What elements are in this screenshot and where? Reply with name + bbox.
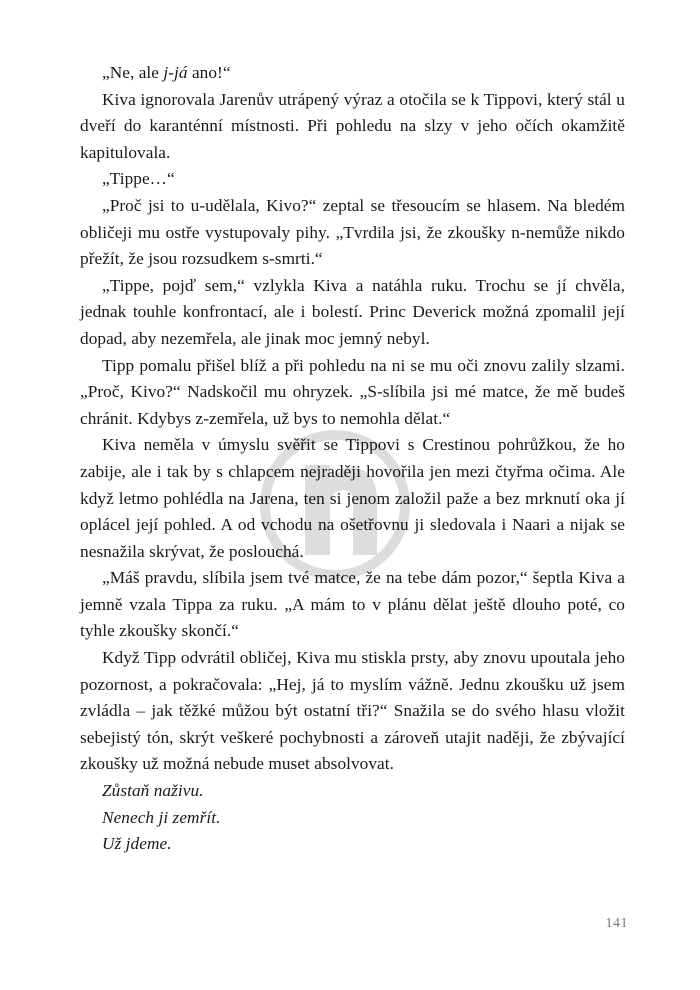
paragraph-text-italic: j-já xyxy=(163,63,188,82)
page-body xyxy=(80,60,625,858)
paragraph xyxy=(80,645,625,778)
paragraph-text: Když Tipp odvrátil obličej, Kiva mu stiskla prsty, aby znovu upoutala jeho pozornost, a pokračovala: „Hej, já to myslím vážně. Jednu zkoušku už jsem zvládla – jak těžké můžou být ostatní tři?“ Snažila se do svého hlasu vložit sebejistý tón, skrýt veškeré pochybnosti a zároveň utajit naději, že zbývající zkoušky už možná nebude muset absolvovat. xyxy=(80,648,625,774)
italic-line xyxy=(80,805,625,832)
paragraph-text: „Máš pravdu, slíbila jsem tvé matce, že na tebe dám pozor,“ šeptla Kiva a jemně vzala Tippa za ruku. „A mám to v plánu dělat ještě dlouho poté, co tyhle zkoušky skončí.“ xyxy=(80,568,625,641)
paragraph-text-italic: Už jdeme. xyxy=(102,834,172,854)
paragraph xyxy=(80,353,625,433)
paragraph xyxy=(80,193,625,273)
paragraph xyxy=(80,60,625,87)
paragraph-text: ano!“ xyxy=(187,63,231,82)
paragraph-text: Tipp pomalu přišel blíž a při pohledu na ni se mu oči znovu zalily slzami. „Proč, Kivo?“ Nadskočil mu ohryzek. „S-slíbila jsi mé matce, že mě budeš chránit. Kdybys z-zemřela, už bys to nemohla dělat.“ xyxy=(80,355,625,428)
italic-line xyxy=(80,778,625,805)
paragraph-text-italic: Zůstaň naživu. xyxy=(102,781,204,801)
paragraph-text: „Proč jsi to u-udělala, Kivo?“ zeptal se třesoucím se hlasem. Na bledém obličeji mu ostře vystupovaly pihy. „Tvrdila jsi, že zkoušky n-nemůže nikdo přežít, že jsou rozsudkem s-smrti.“ xyxy=(80,195,625,269)
paragraph-text: Kiva ignorovala Jarenův utrápený výraz a otočila se k Tippovi, který stál u dveří do karanténní místnosti. Při pohledu na slzy v jeho očích okamžitě kapitulovala. xyxy=(80,89,625,162)
paragraph-text: Kiva neměla v úmyslu svěřit se Tippovi s Crestinou pohrůžkou, že ho zabije, ale i tak by s chlapcem nejraději hovořila jen mezi čtyřma očima. Ale když letmo pohlédla na Jarena, ten si jenom založil paže a bez mrknutí oka jí oplácel její pohled. A od vchodu na ošetřovnu ji sledovala i Naari a nijak se nesnažila skrývat, že poslouchá. xyxy=(80,435,625,561)
paragraph xyxy=(80,166,625,193)
paragraph xyxy=(80,565,625,645)
paragraph xyxy=(80,87,625,167)
paragraph xyxy=(80,273,625,353)
page-number: 141 xyxy=(605,916,628,931)
paragraph xyxy=(80,432,625,565)
paragraph-text-italic: Nenech ji zemřít. xyxy=(102,807,221,827)
paragraph-text: „Ne, ale xyxy=(102,63,164,82)
paragraph-text: „Tippe…“ xyxy=(102,169,175,189)
paragraph-text: „Tippe, pojď sem,“ vzlykla Kiva a natáhla ruku. Trochu se jí chvěla, jednak touhle konfrontací, ale i bolestí. Princ Deverick možná zpomalil její dopad, aby nezemřela, ale jinak moc jemný nebyl. xyxy=(80,275,625,348)
italic-line xyxy=(80,831,625,858)
